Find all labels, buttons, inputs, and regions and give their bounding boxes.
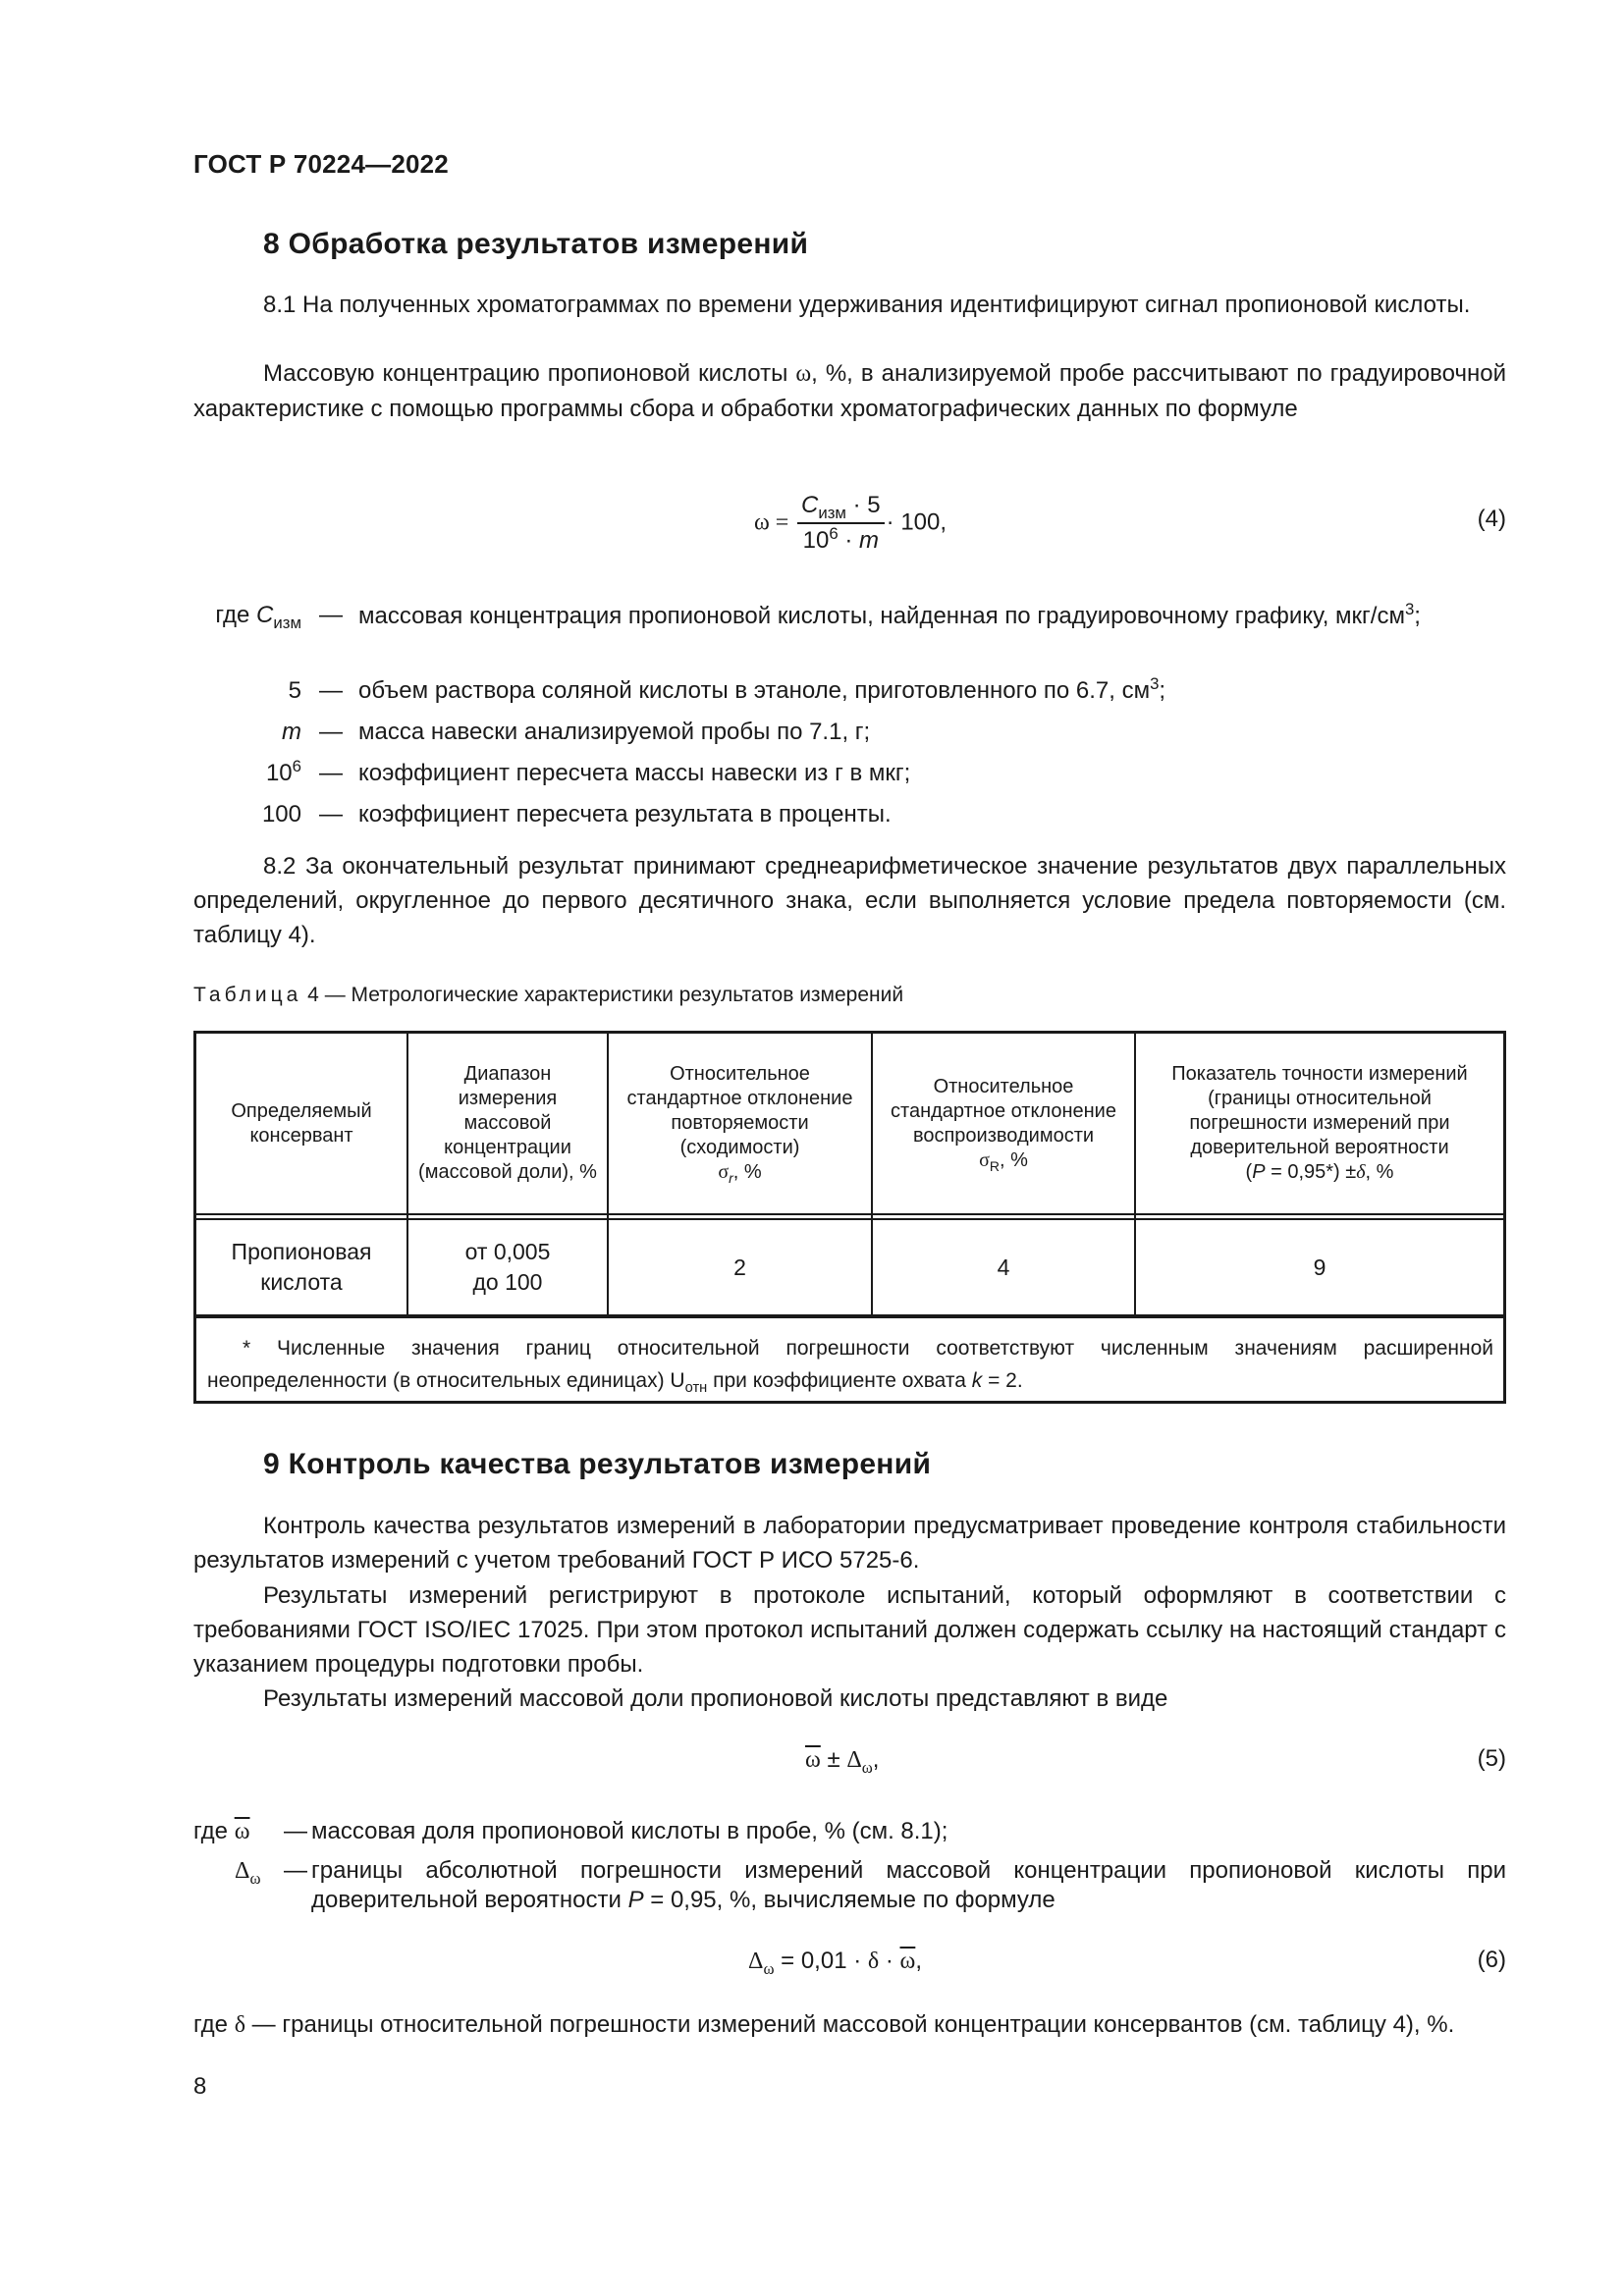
- dash: —: [319, 719, 343, 745]
- equation-number-5: (5): [1477, 1745, 1506, 1772]
- formula-tail: · 100,: [886, 508, 947, 536]
- delta-small: δ: [234, 2012, 246, 2038]
- definition-list-formula-4: [193, 601, 1506, 846]
- header-cell-range: Диапазон измерения массовой концентрации (массовой доли), %: [418, 1063, 597, 1183]
- formula-6: [748, 1947, 922, 1976]
- var-c: C: [801, 492, 819, 518]
- definition-text: [358, 601, 1506, 632]
- comma: ,: [915, 1948, 922, 1974]
- table-border-right: [1503, 1031, 1506, 1404]
- where-label: где: [193, 2011, 235, 2038]
- unit: , %: [1365, 1161, 1394, 1183]
- page-number: 8: [193, 2073, 207, 2100]
- definition-text: [358, 676, 1506, 706]
- definition-text: коэффициент пересчета результата в проценты.: [358, 801, 892, 828]
- sub-omega: ω: [861, 1757, 873, 1777]
- dash: —: [284, 1857, 307, 1884]
- paragraph-8-2: 8.2 За окончательный результат принимают среднеарифметическое значение результатов двух параллельных определений, округленное до первого десятичного знака, если выполняется условие предела повторяемости (см. таблицу 4).: [193, 853, 1506, 948]
- range-to: до 100: [472, 1269, 543, 1295]
- definition-term: 5: [288, 677, 301, 704]
- paragraph-delta-definition: [193, 2007, 1506, 2043]
- definition-text: [311, 1856, 1506, 1915]
- dash: —: [319, 602, 343, 628]
- definition-term: [193, 601, 301, 630]
- term-exp: 6: [292, 757, 301, 775]
- document-header: ГОСТ Р 70224—2022: [193, 149, 449, 179]
- omega-mean: $\overline{\omega}$: [899, 1949, 916, 1974]
- exp: 3: [1404, 600, 1415, 618]
- sub-omega: ω: [763, 1958, 775, 1978]
- exp: 3: [1150, 674, 1160, 693]
- unit: , %: [1000, 1148, 1028, 1171]
- den-rest: ·: [838, 527, 860, 554]
- paragraph-9-2: Результаты измерений регистрируют в протоколе испытаний, который оформляют в соответствии с требованиями ГОСТ ISO/IEC 17025. При этом протокол испытаний должен содержать ссылку на настоящий стандарт с указанием процедуры подготовки пробы.: [193, 1582, 1506, 1678]
- sub-omega: ω: [249, 1868, 261, 1888]
- delta-small: δ: [867, 1949, 880, 1974]
- text: * Численные значения границ относительной погрешности соответствуют численным значениям расширенной неопределенности (в относительных единицах) U: [207, 1337, 1493, 1392]
- cell-range: [408, 1220, 607, 1314]
- paragraph-8-1: 8.1 На полученных хроматограммах по времени удерживания идентифицируют сигнал пропионовой кислоты.: [263, 292, 1471, 318]
- var-m: m: [859, 527, 880, 554]
- plus-minus: ±: [820, 1746, 847, 1773]
- cell-repeatability: 2: [733, 1254, 746, 1280]
- var-c: C: [256, 602, 274, 628]
- equation-number-6: (6): [1477, 1947, 1506, 1973]
- delta: Δ: [235, 1858, 250, 1884]
- delta: Δ: [748, 1949, 764, 1974]
- definition-text: коэффициент пересчета массы навески из г в мкг;: [358, 760, 911, 786]
- fraction-numerator: [797, 491, 885, 524]
- var-p: P: [1252, 1161, 1266, 1183]
- sigma-R-symbol: [979, 1148, 1028, 1173]
- header-cell-repeatability: [609, 1034, 871, 1213]
- cell-accuracy: 9: [1313, 1254, 1326, 1280]
- sub-R: R: [989, 1157, 1000, 1174]
- definition-term: [235, 1856, 260, 1886]
- var-k: k: [971, 1369, 983, 1392]
- den-base: 10: [802, 527, 830, 554]
- text: = 0,01 ·: [774, 1948, 868, 1974]
- paragraph-9-1: Контроль качества результатов измерений в лаборатории предусматривает проведение контроля стабильности результатов измерений с учетом требований ГОСТ Р ИСО 5725-6.: [193, 1513, 1506, 1574]
- sigma-r-symbol: [718, 1160, 761, 1185]
- header-cell-preservative: Определяемый консервант: [231, 1099, 372, 1147]
- dash: —: [319, 760, 343, 786]
- text: ;: [1414, 603, 1421, 629]
- cell-reproducibility: 4: [997, 1254, 1010, 1280]
- table-footnote: [207, 1332, 1493, 1397]
- caption-title: 4 — Метрологические характеристики результатов измерений: [301, 984, 904, 1006]
- range-from: от 0,005: [464, 1239, 551, 1264]
- definition-term: [193, 1817, 250, 1846]
- sub-otn: отн: [684, 1380, 708, 1397]
- header-text: Относительное стандартное отклонение воспроизводимости: [891, 1075, 1116, 1147]
- definition-text: массовая доля пропионовой кислоты в пробе, % (см. 8.1);: [311, 1818, 948, 1844]
- num-rest: · 5: [845, 492, 881, 518]
- definition-term: [193, 759, 301, 788]
- text: — границы относительной погрешности измерений массовой концентрации консервантов (см. таблицу 4), %.: [245, 2011, 1455, 2038]
- table-border-bottom: [193, 1401, 1506, 1404]
- term-base: 10: [265, 760, 293, 786]
- delta: δ: [1356, 1161, 1366, 1183]
- dot: ·: [879, 1948, 900, 1974]
- sub-r: r: [729, 1170, 733, 1186]
- table-caption: [193, 984, 903, 1007]
- comma: ,: [872, 1746, 880, 1773]
- text: , %, в анализируемой пробе рассчитывают по градуировочной характеристике с помощью программы сбора и обработки хроматографических данных по формуле: [193, 360, 1506, 422]
- header-rule-1: [193, 1213, 1506, 1215]
- definition-term: m: [282, 719, 301, 745]
- definition-list-formula-5: [193, 1817, 1506, 1915]
- sub-izm: изм: [273, 613, 301, 632]
- paragraph-mass-concentration: [193, 356, 1506, 426]
- definition-term: 100: [261, 801, 301, 828]
- unit: , %: [732, 1161, 762, 1183]
- text: = 0,95, %, вычисляемые по формуле: [643, 1887, 1056, 1913]
- text: = 2.: [982, 1369, 1023, 1392]
- delta: Δ: [846, 1747, 862, 1773]
- omega-symbol: ω: [795, 361, 812, 387]
- where-label: где: [193, 1818, 235, 1844]
- text: Массовую концентрацию пропионовой кислоты: [263, 360, 796, 387]
- omega-mean: $\overline{\omega}$: [234, 1819, 250, 1844]
- dash: —: [319, 677, 343, 704]
- metrology-table: [193, 1031, 1506, 1404]
- text: = 0,95*) ±: [1265, 1161, 1357, 1183]
- definition-text: масса навески анализируемой пробы по 7.1, г;: [358, 719, 871, 745]
- where-label: где: [215, 602, 257, 628]
- text: массовая концентрация пропионовой кислоты, найденная по градуировочному графику, мкг/см: [358, 603, 1405, 629]
- equation-number-4: (4): [1477, 506, 1506, 532]
- header-cell-accuracy: [1136, 1034, 1503, 1213]
- sigma: σ: [718, 1161, 730, 1183]
- caption-label: Таблица: [193, 984, 302, 1006]
- fraction: [797, 491, 885, 556]
- header-text: Показатель точности измерений (границы относительной погрешности измерений при доверительной вероятности: [1171, 1063, 1468, 1158]
- section-8-heading: 8 Обработка результатов измерений: [263, 228, 809, 260]
- confidence-expression: (P = 0,95*) ±δ, %: [1245, 1161, 1394, 1183]
- section-9-heading: 9 Контроль качества результатов измерений: [263, 1448, 932, 1480]
- fraction-denominator: [797, 524, 885, 556]
- den-exp: 6: [829, 524, 839, 543]
- text: при коэффициенте охвата: [707, 1369, 972, 1392]
- body-rule: [193, 1314, 1506, 1318]
- sub-izm: изм: [818, 503, 846, 522]
- sigma: σ: [979, 1148, 990, 1171]
- cell-preservative: Пропионовая кислота: [231, 1239, 372, 1295]
- header-cell-reproducibility: [873, 1034, 1134, 1213]
- formula-4: [754, 491, 947, 556]
- omega-mean: $\overline{\omega}$: [805, 1747, 821, 1773]
- formula-lhs: ω =: [754, 509, 789, 536]
- header-text: Относительное стандартное отклонение повторяемости (сходимости): [626, 1063, 853, 1158]
- dash: —: [319, 801, 343, 828]
- text: ;: [1159, 677, 1166, 704]
- formula-5: [805, 1745, 879, 1775]
- paragraph-9-3: Результаты измерений массовой доли пропионовой кислоты представляют в виде: [263, 1685, 1168, 1712]
- dash: —: [284, 1818, 307, 1844]
- var-p: P: [627, 1887, 644, 1913]
- text: границы абсолютной погрешности измерений массовой концентрации пропионовой кислоты при доверительной вероятности: [311, 1857, 1506, 1913]
- text: объем раствора соляной кислоты в этаноле, приготовленного по 6.7, см: [358, 677, 1151, 704]
